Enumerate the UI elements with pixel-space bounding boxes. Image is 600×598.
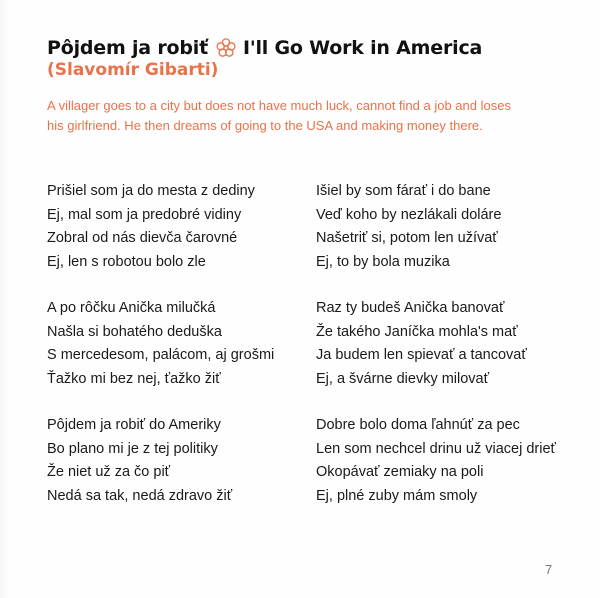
lyric-line: Ej, plné zuby mám smoly [316, 487, 478, 504]
lyric-line: Nedá sa tak, nedá zdravo žiť [47, 487, 233, 504]
song-description: A villager goes to a city but does not have much luck, cannot find a job and loses his girlfriend. He then dreams of going to the USA and making money there. [47, 98, 511, 133]
flower-icon [215, 37, 237, 59]
lyric-line: Ja budem len spievať a tancovať [316, 347, 527, 363]
lyric-line: Ej, len s robotou bolo zle [47, 253, 206, 270]
stanza [47, 297, 297, 391]
lyric-line: Prišiel som ja do mesta z dediny [47, 183, 255, 199]
lyric-line: Veď koho by nezlákali doláre [316, 206, 502, 223]
lyric-line: Že niet už za čo piť [47, 464, 171, 480]
lyric-line: S mercedesom, palácom, aj grošmi [47, 347, 275, 363]
lyric-line: Zobral od nás dievča čarovné [47, 230, 238, 246]
lyric-line: Že takého Janíčka mohla's mať [316, 323, 518, 340]
author-credit: (Slavomír Gibarti) [47, 60, 219, 80]
lyrics-column-right [316, 180, 576, 531]
song-title [47, 34, 482, 62]
lyric-line: Ťažko mi bez nej, ťažko žiť [47, 370, 221, 387]
stanza [316, 180, 576, 274]
lyric-line: Ej, to by bola muzika [316, 253, 450, 270]
title-slovak: Pôjdem ja robiť [47, 37, 208, 59]
stanza [316, 414, 576, 508]
lyric-line: Raz ty budeš Anička banovať [316, 300, 505, 316]
lyric-line: Bo plano mi je z tej politiky [47, 440, 218, 457]
lyric-line: Pôjdem ja robiť do Ameriky [47, 417, 221, 433]
lyric-line: Len som nechcel drinu už viacej drieť [316, 440, 556, 457]
stanza [47, 180, 297, 274]
stanza [47, 414, 297, 508]
title-english: I'll Go Work in America [242, 37, 483, 59]
lyric-line: Našetriť si, potom len užívať [316, 230, 498, 246]
page-number: 7 [545, 562, 553, 577]
lyric-line: Okopávať zemiaky na poli [316, 464, 484, 480]
lyric-line: Našla si bohatého deduška [47, 323, 222, 340]
lyric-line: A po rôčku Anička milučká [47, 300, 216, 316]
lyric-line: Ej, mal som ja predobré vidiny [47, 206, 242, 223]
lyric-line: Išiel by som fárať i do bane [316, 183, 491, 199]
lyric-line: Dobre bolo doma ľahnúť za pec [316, 417, 520, 433]
lyric-line: Ej, a švárne dievky milovať [316, 370, 490, 387]
stanza [316, 297, 576, 391]
lyrics-column-left [47, 180, 297, 531]
